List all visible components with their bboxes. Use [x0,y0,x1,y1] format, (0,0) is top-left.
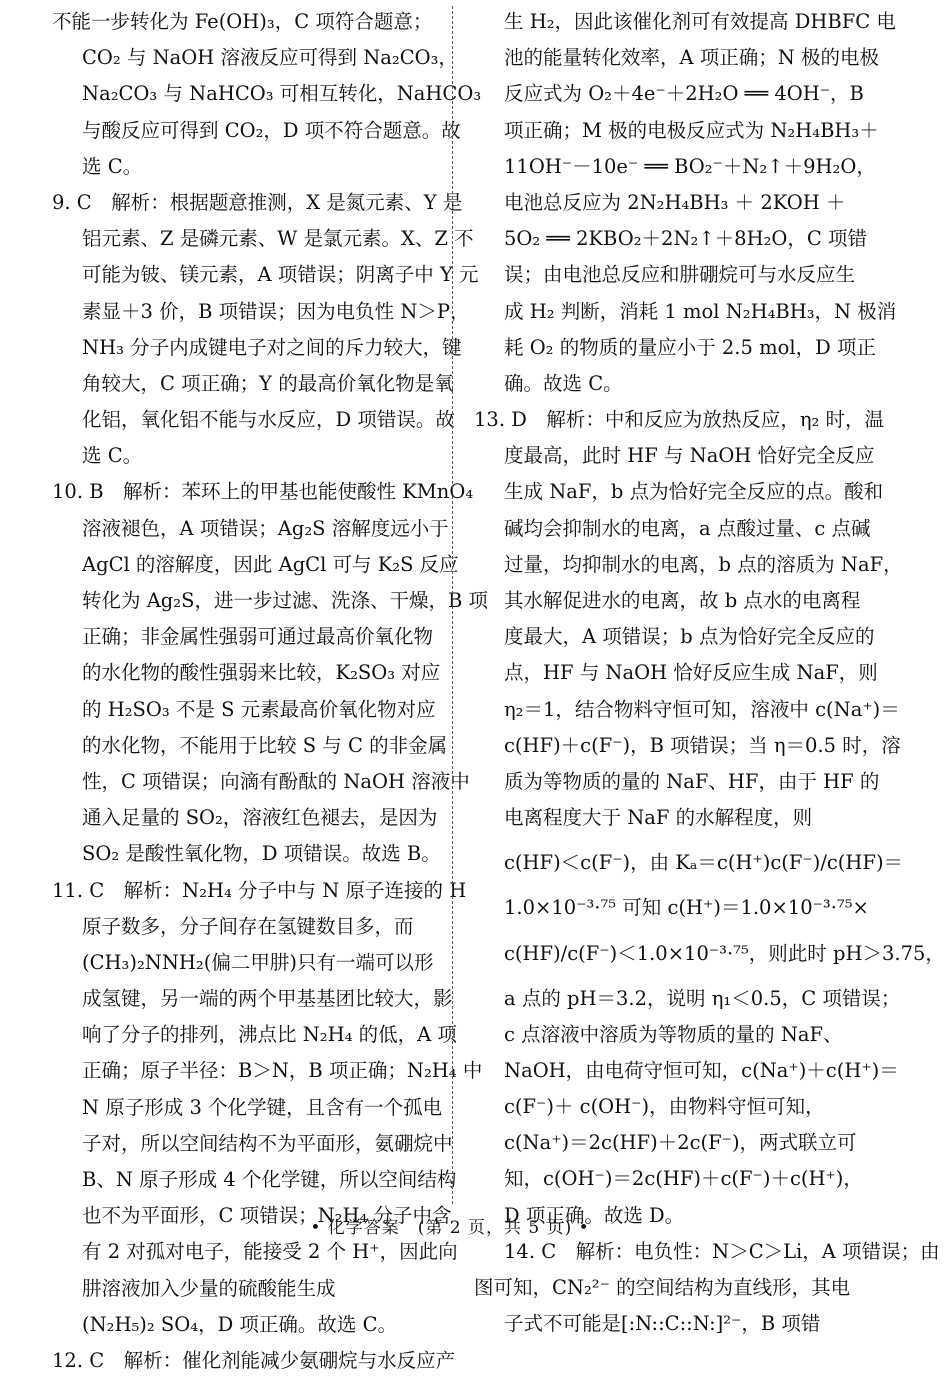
text-line: 9. C 解析：根据题意推测，X 是氮元素、Y 是 [52,190,463,214]
text-line: 素显＋3 价，B 项错误；因为电负性 N＞P， [82,299,470,323]
text-line: c(HF)/c(F⁻)＜1.0×10⁻³·⁷⁵，则此时 pH＞3.75， [504,941,945,965]
text-line: 成 H₂ 判断，消耗 1 mol N₂H₄BH₃，N 极消 [504,299,897,323]
text-line: 12. C 解析：催化剂能减少氨硼烷与水反应产 [52,1348,456,1372]
right-column [474,4,945,1342]
text-line: 也不为平面形，C 项错误；N₂H₄ 分子中含 [82,1204,452,1228]
text-line: NaOH，由电荷守恒可知，c(Na⁺)＋c(H⁺)＝ [504,1058,899,1082]
text-line: 确。故选 C。 [504,371,623,395]
text-line: η₂＝1，结合物料守恒可知，溶液中 c(Na⁺)＝ [504,697,900,721]
text-line: c(F⁻)＋ c(OH⁻)，由物料守恒可知， [504,1095,825,1119]
text-line: 知，c(OH⁻)＝2c(HF)＋c(F⁻)＋c(H⁺)， [504,1167,863,1191]
text-line: 碱均会抑制水的电离，a 点酸过量、c 点碱 [504,516,871,540]
text-line: 1.0×10⁻³·⁷⁵ 可知 c(H⁺)＝1.0×10⁻³·⁷⁵× [504,896,869,920]
text-line: 度最高，此时 HF 与 NaOH 恰好完全反应 [504,444,875,468]
text-line: c(HF)＜c(F⁻)，由 Kₐ＝c(H⁺)c(F⁻)/c(HF)＝ [504,851,904,875]
text-line: 耗 O₂ 的物质的量应小于 2.5 mol，D 项正 [504,335,876,359]
text-line: 图可知，CN₂²⁻ 的空间结构为直线形，其电 [474,1276,851,1299]
text-line: Na₂CO₃ 与 NaHCO₃ 可相互转化，NaHCO₃ [82,82,482,106]
text-line: 过量，均抑制水的电离，b 点的溶质为 NaF， [504,552,903,576]
text-line: 误；由电池总反应和肼硼烷可与水反应生 [504,263,856,287]
text-line: 性，C 项错误；向滴有酚酞的 NaOH 溶液中 [82,769,470,793]
text-line: D 项正确。故选 D。 [504,1203,685,1227]
text-line: 11. C 解析：N₂H₄ 分子中与 N 原子连接的 H [52,878,467,902]
text-line: 肼溶液加入少量的硫酸能生成 [82,1276,336,1300]
text-line: 选 C。 [82,154,143,178]
text-line: 池的能量转化效率，A 项正确；N 极的电极 [504,46,880,70]
text-line: 反应式为 O₂＋4e⁻＋2H₂O ══ 4OH⁻，B [504,82,864,106]
text-line: 11OH⁻－10e⁻ ══ BO₂⁻＋N₂↑＋9H₂O， [504,154,876,178]
text-line: 生成 NaF，b 点为恰好完全反应的点。酸和 [504,480,884,504]
text-line: CO₂ 与 NaOH 溶液反应可得到 Na₂CO₃， [82,46,458,70]
text-line: NH₃ 分子内成键电子对之间的斥力较大，键 [82,335,462,359]
text-line: a 点的 pH＝3.2，说明 η₁＜0.5，C 项错误； [504,986,901,1010]
text-line: 与酸反应可得到 CO₂，D 项不符合题意。故 [82,118,461,142]
text-line: 的 H₂SO₃ 不是 S 元素最高价氧化物对应 [82,697,436,721]
text-line: 5O₂ ══ 2KBO₂＋2N₂↑＋8H₂O，C 项错 [504,227,868,251]
text-line: (CH₃)₂NNH₂(偏二甲肼)只有一端可以形 [82,950,434,974]
text-line: c(Na⁺)＝2c(HF)＋2c(F⁻)，两式联立可 [504,1131,857,1155]
text-line: 电池总反应为 2N₂H₄BH₃ ＋ 2KOH ＋ [504,190,846,214]
text-line: 质为等物质的量的 NaF、HF，由于 HF 的 [504,769,880,793]
text-line: N 原子形成 3 个化学键，且含有一个孤电 [82,1095,443,1119]
text-line: 项正确；M 极的电极反应式为 N₂H₄BH₃＋ [504,118,879,142]
text-line: 通入足量的 SO₂，溶液红色褪去，是因为 [82,806,438,830]
text-line: 不能一步转化为 Fe(OH)₃，C 项符合题意； [52,10,433,33]
text-line: 原子数多，分子间存在氢键数目多，而 [82,914,414,938]
text-line: 转化为 Ag₂S，进一步过滤、洗涤、干燥，B 项 [82,589,488,612]
text-line: 电离程度大于 NaF 的水解程度，则 [504,806,813,830]
text-line: (N₂H₅)₂ SO₄，D 项正确。故选 C。 [82,1312,398,1336]
text-line: SO₂ 是酸性氧化物，D 项错误。故选 B。 [82,842,441,866]
text-line: 14. C 解析：电负性：N＞C＞Li，A 项错误；由 [504,1239,940,1263]
text-line: 正确；原子半径：B＞N，B 项正确；N₂H₄ 中 [82,1059,483,1083]
text-line: 生 H₂，因此该催化剂可有效提高 DHBFC 电 [504,10,896,33]
text-line: 化铝，氧化铝不能与水反应，D 项错误。故 [82,408,455,432]
text-line: 子式不可能是[:N::C::N:]²⁻，B 项错 [504,1312,821,1336]
text-line: 选 C。 [82,444,143,468]
text-line: 其水解促进水的电离，故 b 点水的电离程 [504,589,861,612]
text-line: 有 2 对孤对电子，能接受 2 个 H⁺，因此向 [82,1240,458,1264]
text-line: 的水化物的酸性强弱来比较，K₂SO₃ 对应 [82,661,441,685]
text-line: c 点溶液中溶质为等物质的量的 NaF、 [504,1022,843,1046]
text-line: 子对，所以空间结构不为平面形，氨硼烷中 [82,1131,453,1155]
text-line: 13. D 解析：中和反应为放热反应，η₂ 时，温 [474,408,885,432]
page-footer: • 化学答案 (第 2 页，共 5 页) • [310,1218,590,1238]
text-line: 溶液褪色，A 项错误；Ag₂S 溶解度远小于 [82,516,449,540]
text-line: 正确；非金属性强弱可通过最高价氧化物 [82,625,434,649]
text-line: 角较大，C 项正确；Y 的最高价氧化物是氧 [82,371,454,395]
text-line: 成氢键，另一端的两个甲基基团比较大，影 [82,987,453,1011]
text-line: 10. B 解析：苯环上的甲基也能使酸性 KMnO₄ [52,480,474,504]
text-line: 度最大，A 项错误；b 点为恰好完全反应的 [504,625,875,649]
text-line: 的水化物，不能用于比较 S 与 C 的非金属 [82,733,448,757]
text-line: 点，HF 与 NaOH 恰好反应生成 NaF，则 [504,661,878,685]
text-line: AgCl 的溶解度，因此 AgCl 可与 K₂S 反应 [82,552,459,576]
text-line: 响了分子的排列，沸点比 N₂H₄ 的低，A 项 [82,1023,457,1047]
text-line: 可能为铍、镁元素，A 项错误；阴离子中 Y 元 [82,263,479,287]
text-line: B、N 原子形成 4 个化学键，所以空间结构 [82,1168,457,1191]
text-line: c(HF)＋c(F⁻)，B 项错误；当 η＝0.5 时，溶 [504,733,901,757]
column-divider [452,6,453,1204]
text-line: 铝元素、Z 是磷元素、W 是氯元素。X、Z 不 [82,227,474,251]
